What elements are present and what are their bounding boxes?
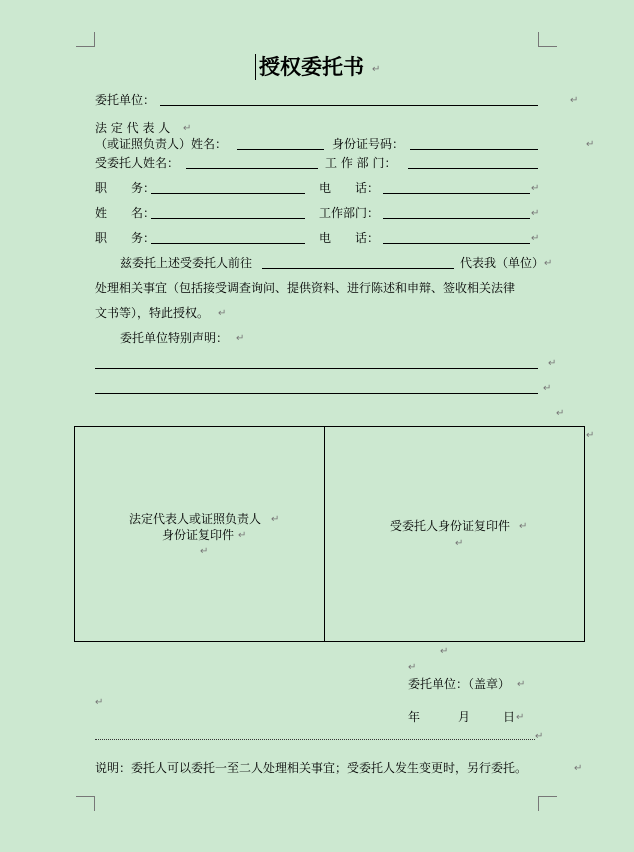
phone-field-2[interactable] [383, 243, 530, 244]
special-statement-line-1[interactable] [95, 368, 538, 369]
date-day: 日 [503, 710, 516, 724]
paragraph-mark-icon: ↵ [218, 308, 227, 319]
paragraph-mark-icon: ↵ [236, 333, 245, 344]
paragraph-mark-icon: ↵ [586, 430, 595, 441]
entrusting-unit-label: 委托单位： [95, 93, 156, 107]
paragraph-mark-icon: ↵ [535, 731, 544, 742]
trustee-department-label: 工 作 部 门： [325, 156, 397, 170]
position-label-1: 职 务： [95, 181, 156, 195]
crop-mark-top-left [76, 32, 95, 47]
paragraph-mark-icon: ↵ [531, 233, 540, 244]
position-label-2: 职 务： [95, 231, 156, 245]
crop-mark-top-right [538, 32, 557, 47]
id-number-field[interactable] [410, 149, 538, 150]
paragraph-mark-icon: ↵ [516, 712, 525, 723]
paragraph-mark-icon: ↵ [548, 358, 557, 369]
legal-rep-label-line1: 法 定 代 表 人 [95, 121, 171, 135]
position-field-2[interactable] [151, 243, 305, 244]
special-statement-line-2[interactable] [95, 393, 538, 394]
legal-rep-label-line2: （或证照负责人）姓名： [95, 137, 228, 151]
paragraph-mark-icon: ↵ [440, 646, 449, 657]
trustee-id-copy-label: 受委托人身份证复印件 [390, 519, 511, 533]
legal-rep-id-copy-label-1: 法定代表人或证照负责人 [129, 512, 262, 526]
department-label: 工作部门： [319, 206, 380, 220]
trustee-name-label: 受委托人姓名： [95, 156, 180, 170]
trustee-name-field[interactable] [186, 168, 318, 169]
paragraph-mark-icon: ↵ [455, 538, 464, 549]
paragraph-mark-icon: ↵ [531, 183, 540, 194]
paragraph-mark-icon: ↵ [570, 95, 579, 106]
paragraph-mark-icon: ↵ [408, 662, 417, 673]
phone-label-2: 电 话： [319, 231, 380, 245]
paragraph-mark-icon: ↵ [95, 697, 104, 708]
unit-seal-label: 委托单位：（盖章） [408, 677, 511, 691]
trustee-department-field[interactable] [408, 168, 538, 169]
id-number-label: 身份证号码： [332, 137, 405, 151]
paragraph-mark-icon: ↵ [238, 530, 247, 541]
phone-field-1[interactable] [383, 193, 530, 194]
paragraph-mark-icon: ↵ [200, 546, 209, 557]
explanatory-note: 说明：委托人可以委托一至二人处理相关事宜；受委托人发生变更时，另行委托。 [95, 761, 528, 775]
legal-rep-name-field[interactable] [237, 149, 324, 150]
paragraph-mark-icon: ↵ [586, 139, 595, 150]
destination-field[interactable] [262, 268, 454, 269]
paragraph-mark-icon: ↵ [372, 64, 381, 75]
paragraph-mark-icon: ↵ [531, 208, 540, 219]
special-statement-label: 委托单位特别声明： [120, 331, 229, 345]
crop-mark-bottom-left [76, 796, 95, 811]
authorization-para-line2: 处理相关事宜（包括接受调查询问、提供资料、进行陈述和申辩、签收相关法律 [95, 281, 516, 295]
text-cursor [255, 54, 256, 80]
department-field[interactable] [383, 218, 530, 219]
paragraph-mark-icon: ↵ [574, 763, 583, 774]
name-label: 姓 名： [95, 206, 156, 220]
crop-mark-bottom-right [538, 796, 557, 811]
paragraph-mark-icon: ↵ [517, 679, 526, 690]
dotted-separator [95, 739, 535, 740]
authorization-para-line3: 文书等），特此授权。 [95, 306, 210, 320]
phone-label-1: 电 话： [319, 181, 380, 195]
authorization-para-end: 代表我（单位） [460, 256, 545, 270]
paragraph-mark-icon: ↵ [544, 258, 553, 269]
paragraph-mark-icon: ↵ [519, 521, 528, 532]
paragraph-mark-icon: ↵ [183, 123, 192, 134]
entrusting-unit-field[interactable] [160, 105, 538, 106]
legal-rep-id-copy-label-2: 身份证复印件 [162, 528, 235, 542]
authorization-para-start: 兹委托上述受委托人前往 [120, 256, 253, 270]
paragraph-mark-icon: ↵ [543, 383, 552, 394]
name-field[interactable] [151, 218, 305, 219]
position-field-1[interactable] [151, 193, 305, 194]
date-month: 月 [458, 710, 471, 724]
page-title: 授权委托书 [259, 54, 364, 79]
paragraph-mark-icon: ↵ [556, 408, 565, 419]
date-year: 年 [408, 710, 421, 724]
trustee-id-copy-box[interactable] [324, 426, 585, 642]
paragraph-mark-icon: ↵ [271, 514, 280, 525]
